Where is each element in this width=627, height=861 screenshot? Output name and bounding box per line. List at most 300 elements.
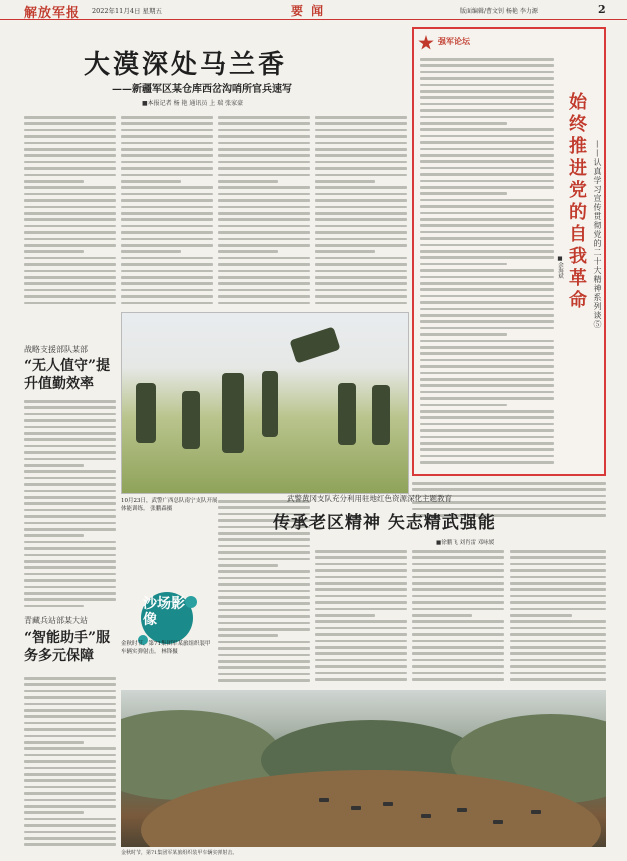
section-title: 要 闻 <box>291 4 326 18</box>
text-line <box>24 728 116 731</box>
text-line <box>420 212 554 215</box>
text-line <box>121 218 213 221</box>
gobi-caption: 金秋时节，第71集团军某旅组织装甲车辆实弹射击。 林锋摄 <box>121 641 211 655</box>
main-headline: 大漠深处马兰香 <box>84 50 288 80</box>
text-line <box>510 659 606 662</box>
text-line <box>121 302 213 305</box>
text-line <box>510 588 606 591</box>
text-line <box>24 142 116 145</box>
text-line <box>420 320 554 323</box>
text-line <box>315 212 407 215</box>
text-line <box>420 244 554 247</box>
text-line <box>24 302 116 305</box>
text-line <box>315 206 407 209</box>
text-line <box>24 135 116 138</box>
text-line <box>412 614 472 617</box>
text-line <box>218 622 310 625</box>
text-line <box>420 384 554 387</box>
commentary-title: 始终推进党的自我革命 <box>566 92 587 312</box>
text-line <box>315 627 407 630</box>
text-line <box>24 218 116 221</box>
text-line <box>315 244 407 247</box>
text-line <box>218 199 310 202</box>
text-line <box>420 128 554 131</box>
text-line <box>315 263 407 266</box>
text-line <box>24 754 116 757</box>
text-line <box>218 263 310 266</box>
text-line <box>121 161 213 164</box>
text-line <box>218 647 310 650</box>
text-line <box>24 805 116 808</box>
text-line <box>24 250 84 253</box>
text-line <box>510 620 606 623</box>
text-line <box>412 633 504 636</box>
text-line <box>412 595 504 598</box>
text-line <box>420 359 554 362</box>
text-line <box>121 282 213 285</box>
text-line <box>218 148 310 151</box>
text-line <box>412 482 606 485</box>
text-line <box>218 551 310 554</box>
mid-story-col-c <box>510 548 606 684</box>
text-line <box>121 174 213 177</box>
text-line <box>315 276 407 279</box>
text-line <box>24 735 116 738</box>
text-line <box>315 633 407 636</box>
text-line <box>420 84 554 87</box>
text-line <box>121 199 213 202</box>
text-line <box>420 333 507 336</box>
text-line <box>315 161 407 164</box>
text-line <box>315 601 407 604</box>
text-line <box>510 614 572 617</box>
text-line <box>420 186 554 189</box>
text-line <box>24 722 116 725</box>
text-line <box>218 161 310 164</box>
text-line <box>218 129 310 132</box>
text-line <box>315 640 407 643</box>
text-line <box>510 601 606 604</box>
text-line <box>24 154 116 157</box>
text-line <box>24 438 116 441</box>
text-line <box>420 269 554 272</box>
text-line <box>420 205 554 208</box>
side-story-1-body <box>24 398 116 608</box>
text-line <box>420 64 554 67</box>
text-line <box>412 556 504 559</box>
text-line <box>218 577 310 580</box>
text-line <box>121 289 213 292</box>
text-line <box>24 534 84 537</box>
text-line <box>24 509 116 512</box>
text-line <box>24 592 116 595</box>
text-line <box>412 646 504 649</box>
text-line <box>24 579 116 582</box>
text-line <box>420 71 554 74</box>
text-line <box>315 595 407 598</box>
text-line <box>24 573 116 576</box>
text-line <box>121 206 213 209</box>
text-line <box>420 109 554 112</box>
text-line <box>510 665 606 668</box>
text-line <box>420 231 554 234</box>
text-line <box>218 154 310 157</box>
text-line <box>412 659 504 662</box>
text-line <box>121 167 213 170</box>
text-line <box>420 295 554 298</box>
text-line <box>420 237 554 240</box>
side-story-1-headline-text: “无人值守”提升值勤效率 <box>24 358 111 392</box>
text-line <box>24 122 116 125</box>
text-line <box>315 620 407 623</box>
text-line <box>420 378 554 381</box>
text-line <box>420 122 507 125</box>
text-line <box>510 582 606 585</box>
text-line <box>420 173 554 176</box>
text-line <box>24 566 116 569</box>
text-line <box>24 831 116 834</box>
text-line <box>218 116 310 119</box>
mid-story-headline: 传承老区精神 矢志精武强能 <box>273 513 496 533</box>
text-line <box>218 590 310 593</box>
text-line <box>24 683 116 686</box>
text-line <box>121 148 213 151</box>
text-line <box>218 186 310 189</box>
text-line <box>121 142 213 145</box>
text-line <box>510 595 606 598</box>
text-line <box>420 135 554 138</box>
text-line <box>412 672 504 675</box>
text-line <box>315 193 407 196</box>
text-line <box>510 678 606 681</box>
text-line <box>420 442 554 445</box>
text-line <box>412 582 504 585</box>
text-line <box>315 608 407 611</box>
text-line <box>420 154 554 157</box>
text-line <box>24 605 84 608</box>
text-line <box>315 646 407 649</box>
gobi-label: 沙场影像 <box>143 596 185 628</box>
text-line <box>315 231 407 234</box>
text-line <box>412 652 504 655</box>
text-line <box>218 135 310 138</box>
text-line <box>24 148 116 151</box>
text-line <box>420 429 554 432</box>
text-line <box>420 167 554 170</box>
text-line <box>420 199 554 202</box>
text-line <box>121 212 213 215</box>
text-line <box>24 282 116 285</box>
text-line <box>420 314 554 317</box>
text-line <box>121 250 181 253</box>
text-line <box>121 135 213 138</box>
text-line <box>218 238 310 241</box>
training-photo-caption: 10月23日，武警广西总队南宁支队开展体能训练。 张鹏森摄 <box>121 498 218 512</box>
text-line <box>24 289 116 292</box>
text-line <box>315 122 407 125</box>
text-line <box>420 276 554 279</box>
text-line <box>315 238 407 241</box>
text-line <box>24 445 116 448</box>
text-line <box>218 558 310 561</box>
main-subhead: ——新疆军区某仓库西岔沟哨所官兵速写 <box>112 84 292 95</box>
text-line <box>24 180 84 183</box>
text-line <box>24 477 116 480</box>
text-line <box>315 282 407 285</box>
text-line <box>510 633 606 636</box>
text-line <box>420 404 507 407</box>
text-line <box>412 563 504 566</box>
text-line <box>420 410 554 413</box>
text-line <box>315 289 407 292</box>
text-line <box>218 615 310 618</box>
text-line <box>218 583 310 586</box>
commentary-subtitle: ——认真学习宣传贯彻党的二十大精神系列谈⑤ <box>593 140 602 329</box>
text-line <box>420 448 554 451</box>
text-line <box>24 116 116 119</box>
text-line <box>412 488 606 491</box>
text-line <box>218 679 310 682</box>
mid-story-kicker: 武警黄冈支队充分利用驻地红色资源深化主题教育 <box>287 494 452 503</box>
text-line <box>218 628 310 631</box>
text-line <box>315 167 407 170</box>
text-line <box>218 289 310 292</box>
side-story-2-headline-text: “智能助手”服务多元保障 <box>24 630 111 664</box>
text-line <box>420 282 554 285</box>
text-line <box>315 295 407 298</box>
text-line <box>218 282 310 285</box>
text-line <box>420 391 554 394</box>
text-line <box>412 608 504 611</box>
text-line <box>420 308 554 311</box>
text-line <box>121 116 213 119</box>
text-line <box>24 199 116 202</box>
text-line <box>420 352 554 355</box>
text-line <box>412 576 504 579</box>
text-line <box>121 129 213 132</box>
text-line <box>24 206 116 209</box>
text-line <box>24 811 84 814</box>
commentary-tag: 强军论坛 <box>438 36 470 46</box>
text-line <box>24 541 116 544</box>
text-line <box>24 560 116 563</box>
text-line <box>218 193 310 196</box>
mid-story-byline: ■徐鹏飞 刘肖雷 邓咏媛 <box>436 540 495 546</box>
text-line <box>510 576 606 579</box>
text-line <box>121 244 213 247</box>
text-line <box>420 256 554 259</box>
text-line <box>315 582 407 585</box>
text-line <box>412 678 504 681</box>
text-line <box>24 270 116 273</box>
text-line <box>218 596 310 599</box>
text-line <box>24 129 116 132</box>
text-line <box>315 186 407 189</box>
text-line <box>24 547 116 550</box>
text-line <box>218 167 310 170</box>
text-line <box>420 455 554 458</box>
text-line <box>24 464 84 467</box>
text-line <box>121 295 213 298</box>
text-line <box>315 550 407 553</box>
text-line <box>24 257 116 260</box>
text-line <box>315 652 407 655</box>
text-line <box>121 238 213 241</box>
text-line <box>24 426 116 429</box>
text-line <box>315 569 407 572</box>
text-line <box>420 346 554 349</box>
side-story-1-headline <box>24 357 119 393</box>
text-line <box>510 672 606 675</box>
text-line <box>218 142 310 145</box>
commentary-column-1 <box>420 56 554 468</box>
text-line <box>24 760 116 763</box>
text-line <box>315 270 407 273</box>
text-line <box>218 257 310 260</box>
text-line <box>315 665 407 668</box>
text-line <box>24 186 116 189</box>
text-line <box>218 538 310 541</box>
text-line <box>420 372 554 375</box>
text-line <box>315 678 407 681</box>
text-line <box>24 295 116 298</box>
text-line <box>315 142 407 145</box>
text-line <box>121 276 213 279</box>
text-line <box>24 167 116 170</box>
text-line <box>420 192 507 195</box>
text-line <box>420 58 554 61</box>
text-line <box>24 522 116 525</box>
text-line <box>24 598 116 601</box>
text-line <box>420 218 554 221</box>
bottom-photo-caption: 金秋时节，第71集团军某旅组织装甲车辆实弹射击。 <box>121 850 238 856</box>
text-line <box>24 458 116 461</box>
text-line <box>218 212 310 215</box>
text-line <box>218 206 310 209</box>
text-line <box>412 627 504 630</box>
text-line <box>218 641 310 644</box>
text-line <box>24 709 116 712</box>
text-line <box>420 423 554 426</box>
main-byline: ■本报记者 杨 艳 通讯员 上 瑞 张家豪 <box>142 100 244 107</box>
text-line <box>121 154 213 157</box>
text-line <box>121 263 213 266</box>
text-line <box>24 161 116 164</box>
text-line <box>315 659 407 662</box>
text-line <box>24 824 116 827</box>
text-line <box>218 673 310 676</box>
text-line <box>510 608 606 611</box>
text-line <box>218 609 310 612</box>
text-line <box>420 90 554 93</box>
text-line <box>24 747 116 750</box>
text-line <box>315 563 407 566</box>
text-line <box>510 646 606 649</box>
text-line <box>315 588 407 591</box>
text-line <box>420 263 507 266</box>
text-line <box>420 103 554 106</box>
page-editors: 版面编辑/曹文钊 杨艳 李力源 <box>460 8 538 15</box>
mid-story-col-b <box>412 548 504 684</box>
text-line <box>121 225 213 228</box>
commentary-author: ■余海斌 <box>557 256 563 279</box>
text-line <box>315 614 375 617</box>
text-line <box>420 340 554 343</box>
text-line <box>412 550 504 553</box>
text-line <box>24 586 116 589</box>
text-line <box>315 174 407 177</box>
text-line <box>24 490 116 493</box>
text-line <box>315 154 407 157</box>
text-line <box>218 570 310 573</box>
text-line <box>24 741 84 744</box>
text-line <box>218 218 310 221</box>
text-line <box>24 406 116 409</box>
text-line <box>218 545 310 548</box>
text-line <box>24 502 116 505</box>
text-line <box>510 627 606 630</box>
page-number: 2 <box>598 3 606 16</box>
text-line <box>24 773 116 776</box>
text-line <box>121 180 181 183</box>
text-line <box>510 556 606 559</box>
text-line <box>24 703 116 706</box>
text-line <box>24 483 116 486</box>
text-line <box>420 250 554 253</box>
text-line <box>24 413 116 416</box>
text-line <box>24 432 116 435</box>
text-line <box>24 451 116 454</box>
text-line <box>420 224 554 227</box>
mid-story-col-a <box>315 548 407 684</box>
text-line <box>24 244 116 247</box>
text-line <box>510 652 606 655</box>
side-story-2-kicker: 青藏兵站部某大站 <box>24 616 88 625</box>
text-line <box>24 419 116 422</box>
text-line <box>24 212 116 215</box>
text-line <box>24 528 116 531</box>
text-line <box>315 129 407 132</box>
text-line <box>24 786 116 789</box>
text-line <box>315 218 407 221</box>
text-line <box>315 199 407 202</box>
text-line <box>412 588 504 591</box>
text-line <box>24 837 116 840</box>
text-line <box>510 563 606 566</box>
text-line <box>121 231 213 234</box>
text-line <box>420 141 554 144</box>
text-line <box>24 400 116 403</box>
text-line <box>24 231 116 234</box>
text-line <box>510 640 606 643</box>
text-line <box>24 193 116 196</box>
text-line <box>24 792 116 795</box>
text-line <box>121 186 213 189</box>
text-line <box>218 270 310 273</box>
main-story-column-2 <box>121 114 213 310</box>
text-line <box>24 263 116 266</box>
text-line <box>121 270 213 273</box>
text-line <box>420 397 554 400</box>
text-line <box>218 180 278 183</box>
side-story-2-body <box>24 675 116 850</box>
text-line <box>121 193 213 196</box>
text-line <box>24 696 116 699</box>
text-line <box>315 257 407 260</box>
text-line <box>420 327 554 330</box>
text-line <box>420 180 554 183</box>
side-story-1-kicker: 战略支援部队某部 <box>24 345 88 354</box>
